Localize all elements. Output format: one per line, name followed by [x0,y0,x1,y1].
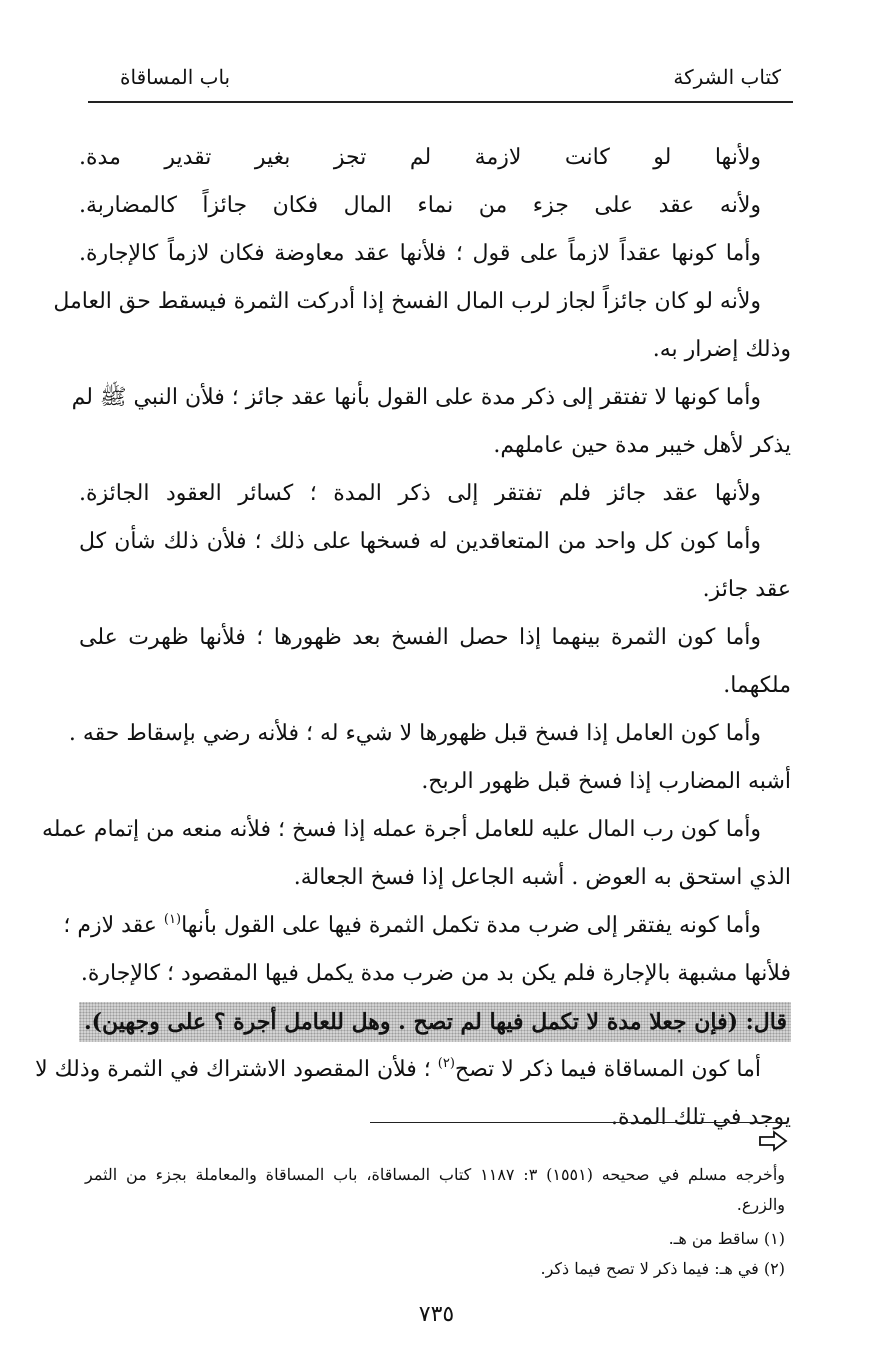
highlighted-quote-line: قال: (فإن جعلا مدة لا تكمل فيها لم تصح . وهل للعامل أجرة ؟ على وجهين). [79,1002,791,1042]
text-line: وأما كونها لا تفتقر إلى ذكر مدة على القول بأنها عقد جائز ؛ فلأن النبي ﷺ لم [71,385,761,410]
running-header-chapter-title: باب المساقاة [120,65,231,89]
text-line: وأما كون العامل إذا فسخ قبل ظهورها لا شيء له ؛ فلأنه رضي بإسقاط حقه . [68,721,761,746]
text-line: أشبه المضارب إذا فسخ قبل ظهور الربح. [421,769,791,794]
footnotes [85,1160,785,1284]
footnote-ref-2: (٢) [437,1056,455,1071]
text-segment: عقد لازم ؛ [63,913,164,938]
running-header-book-title: كتاب الشركة [673,65,781,89]
page-number: ٧٣٥ [418,1302,455,1327]
text-line: يذكر لأهل خيبر مدة حين عاملهم. [493,433,791,458]
text-line [63,902,791,950]
text-segment: ؛ فلأن المقصود الاشتراك في الثمرة وذلك لا [35,1057,438,1082]
text-line: وأما كون كل واحد من المتعاقدين له فسخها على ذلك ؛ فلأن ذلك شأن كل [79,529,761,554]
text-line: فلأنها مشبهة بالإجارة فلم يكن بد من ضرب مدة يكمل فيها المقصود ؛ كالإجارة. [80,961,791,986]
main-text [35,134,791,1142]
text-line: ولأنه عقد على جزء من نماء المال فكان جائزاً كالمضاربة. [79,193,761,218]
text-line: الذي استحق به العوض . أشبه الجاعل إذا فسخ الجعالة. [293,865,791,890]
footnote-ref-1: (١) [163,912,182,927]
text-line: ولأنه لو كان جائزاً لجاز لرب المال الفسخ إذا أدركت الثمرة فيسقط حق العامل [53,289,761,314]
footnote-2: (٢) في هـ: فيما ذكر لا تصح فيما ذكر. [540,1259,785,1278]
footnote-1: (١) ساقط من هـ. [668,1229,785,1248]
text-line [35,1046,791,1094]
text-line: وأما كونها عقداً لازماً على قول ؛ فلأنها عقد معاوضة فكان لازماً كالإجارة. [79,241,761,266]
text-line: ولأنها لو كانت لازمة لم تجز بغير تقدير مدة. [79,145,761,170]
text-segment: وأما كونه يفتقر إلى ضرب مدة تكمل الثمرة فيها على القول بأنها [181,913,761,938]
text-line: ولأنها عقد جائز فلم تفتقر إلى ذكر المدة ؛ كسائر العقود الجائزة. [79,481,761,506]
text-line: وذلك إضرار به. [652,337,791,362]
text-segment: أما كون المساقاة فيما ذكر لا تصح [454,1057,761,1082]
footnote-line: والزرع. [736,1195,785,1214]
footnote-divider [370,1122,788,1123]
footnote-line: وأخرجه مسلم في صحيحه (١٥٥١) ٣: ١١٨٧ كتاب المساقاة، باب المساقاة والمعاملة بجزء من الثمر [85,1165,785,1184]
text-line: عقد جائز. [702,577,791,602]
text-line: وأما كون الثمرة بينهما إذا حصل الفسخ بعد ظهورها ؛ فلأنها ظهرت على [79,625,761,650]
text-line: وأما كون رب المال عليه للعامل أجرة عمله إذا فسخ ؛ فلأنه منعه من إتمام عمله [41,817,761,842]
text-line: يوجد في تلك المدة. [610,1105,791,1130]
text-line: ملكهما. [723,673,791,698]
header-divider [88,101,793,103]
right-arrow-icon [758,1130,788,1152]
